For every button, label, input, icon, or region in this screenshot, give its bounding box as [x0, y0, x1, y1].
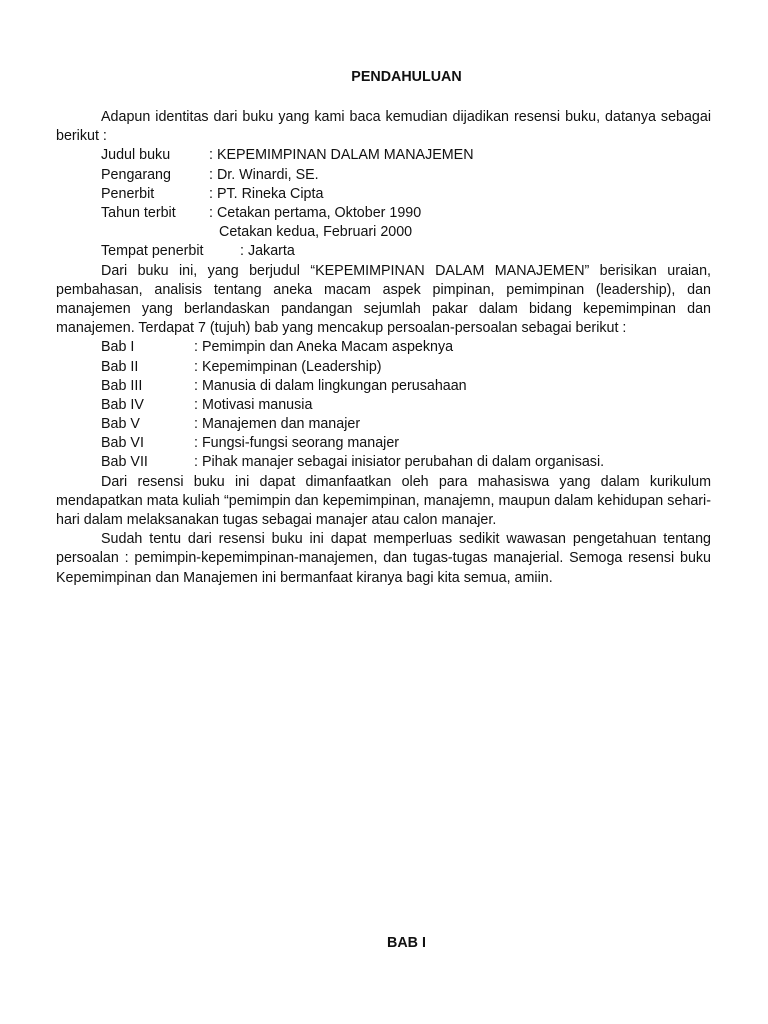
identity-label: Tahun terbit	[101, 204, 176, 221]
next-section-title: BAB I	[387, 935, 426, 951]
chapter-row	[56, 396, 711, 415]
chapter-label: Bab V	[101, 416, 140, 433]
chapter-row	[56, 434, 711, 453]
identity-value: : PT. Rineka Cipta	[209, 185, 324, 202]
identity-label: Judul buku	[101, 147, 171, 164]
closing-paragraph: Sudah tentu dari resensi buku ini dapat memperluas sedikit wawasan pengetahuan tentang persoalan : pemimpin-kepemimpinan-manajemen, dan tugas-tugas manajerial. Semoga resensi buku Kepemimpinan dan Manajemen ini bermanfaat kiranya bagi kita semua, amiin.	[56, 531, 711, 586]
identity-row-year-continuation	[56, 223, 711, 242]
identity-label: Pengarang	[101, 166, 171, 183]
identity-label: Penerbit	[101, 185, 155, 202]
chapter-row	[56, 415, 711, 434]
identity-label: Tempat penerbit	[101, 243, 204, 260]
chapter-title: : Manajemen dan manajer	[194, 416, 361, 433]
page-title: PENDAHULUAN	[351, 69, 462, 85]
identity-row-place	[56, 242, 711, 261]
chapter-title: : Fungsi-fungsi seorang manajer	[194, 435, 400, 452]
identity-value: : Jakarta	[240, 243, 295, 260]
identity-value: : Dr. Winardi, SE.	[209, 166, 319, 183]
identity-row-author	[56, 166, 711, 185]
identity-value: : Cetakan pertama, Oktober 1990	[209, 204, 422, 221]
chapter-title: : Motivasi manusia	[194, 396, 313, 413]
chapter-title: : Manusia di dalam lingkungan perusahaan	[194, 377, 467, 394]
identity-row-publisher	[56, 185, 711, 204]
chapter-label: Bab I	[101, 339, 135, 356]
intro-paragraph: Adapun identitas dari buku yang kami baca kemudian dijadikan resensi buku, datanya sebagai berikut :	[56, 109, 711, 145]
chapter-row	[56, 338, 711, 357]
chapter-label: Bab II	[101, 358, 139, 375]
chapter-title: : Pihak manajer sebagai inisiator perubahan di dalam organisasi.	[194, 454, 605, 471]
description-paragraph: Dari buku ini, yang berjudul “KEPEMIMPINAN DALAM MANAJEMEN” berisikan uraian, pembahasan, analisis tentang aneka macam aspek pimpinan, pemimpinan (leadership), dan manajemen yang berlandaskan pandangan sejumlah pakar dalam bidang kepemimpinan dan manajemen. Terdapat 7 (tujuh) bab yang mencakup persoalan-persoalan sebagai berikut :	[56, 262, 711, 337]
chapter-label: Bab VI	[101, 435, 144, 452]
chapter-title: : Kepemimpinan (Leadership)	[194, 358, 382, 375]
identity-value: : KEPEMIMPINAN DALAM MANAJEMEN	[209, 147, 474, 164]
identity-row-title	[56, 146, 711, 165]
chapter-row	[56, 358, 711, 377]
chapter-row	[56, 377, 711, 396]
chapter-label: Bab IV	[101, 396, 144, 413]
identity-row-year	[56, 204, 711, 223]
document-body	[56, 108, 711, 588]
chapter-label: Bab VII	[101, 454, 148, 471]
usage-paragraph: Dari resensi buku ini dapat dimanfaatkan oleh para mahasiswa yang dalam kurikulum mendapatkan mata kuliah “pemimpin dan kepemimpinan, manajemn, maupun dalam kehidupan sehari-hari dalam melaksanakan tugas sebagai manajer atau calon manajer.	[56, 473, 711, 529]
identity-value-continuation: Cetakan kedua, Februari 2000	[219, 224, 413, 241]
chapter-label: Bab III	[101, 377, 143, 394]
chapter-row	[56, 453, 711, 472]
chapter-title: : Pemimpin dan Aneka Macam aspeknya	[194, 339, 454, 356]
